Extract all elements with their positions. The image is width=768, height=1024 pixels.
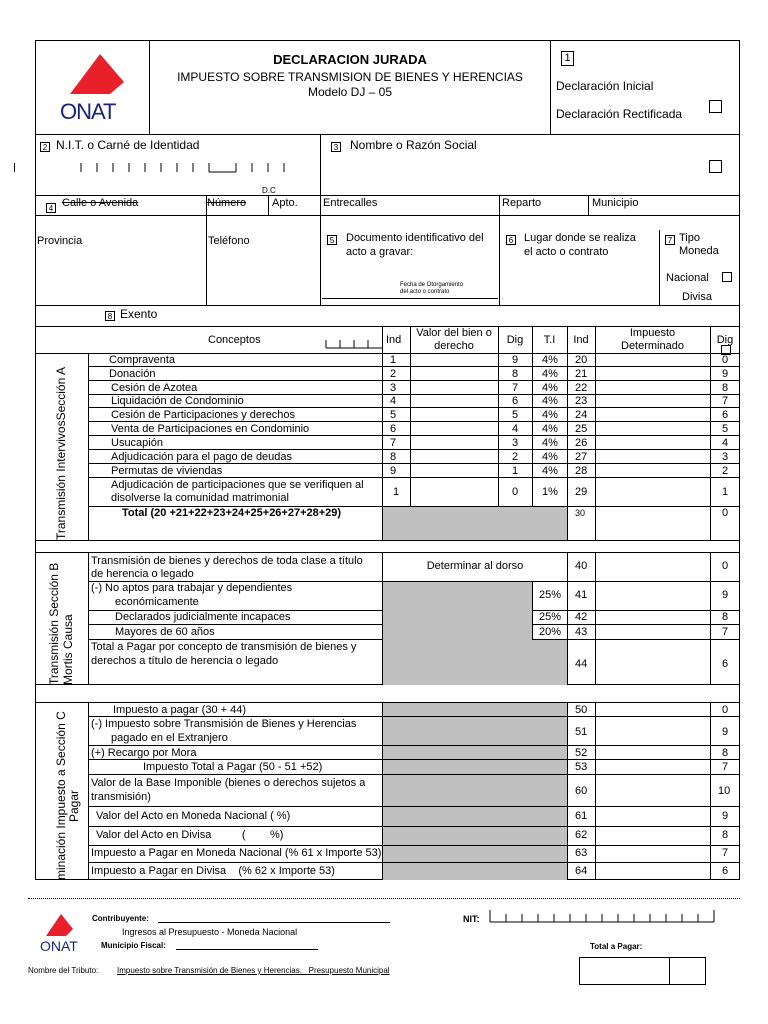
row-ind: 9 (390, 465, 397, 477)
table-row: Donación (109, 368, 156, 380)
c-row-ind: 51 (575, 726, 588, 738)
total-ind: 30 (575, 508, 586, 518)
row-dig: 9 (512, 354, 519, 366)
field-2-number: 2 (40, 142, 50, 152)
document-label-1: Documento identificativo del (346, 232, 484, 244)
row-dig: 6 (512, 395, 519, 407)
b-row-5-dig: 6 (722, 658, 729, 670)
currency-type-label-1: Tipo (679, 232, 700, 244)
c-row-dig: 0 (722, 704, 729, 716)
b-row-1a: Transmisión de bienes y derechos de toda clase a título (91, 555, 363, 567)
row-ind-2: 29 (575, 486, 588, 498)
header-dig: Dig (506, 334, 524, 346)
b-row-4-pct: 20% (539, 626, 562, 638)
b-row-1-ind: 40 (575, 560, 588, 572)
total-row: Total (20 +21+22+23+24+25+26+27+28+29) (122, 507, 342, 519)
row-dig-2: 4 (722, 437, 729, 449)
field-8-number: 8 (105, 311, 115, 321)
b-row-4-ind: 43 (575, 626, 588, 638)
c-row: Impuesto a Pagar en Divisa (% 62 x Importe 53) (91, 865, 335, 877)
row-ind: 1 (393, 486, 400, 498)
header-ind-2: Ind (573, 334, 589, 346)
ingresos-label: Ingresos al Presupuesto - Moneda Nacional (122, 927, 298, 937)
c-row-cont: pagado en el Extranjero (111, 732, 228, 744)
table-row: Venta de Participaciones en Condominio (111, 423, 310, 435)
row-dig: 5 (512, 409, 519, 421)
b-row-2-dig: 9 (722, 589, 729, 601)
row-dig: 7 (512, 382, 519, 394)
b-row-3-dig: 8 (722, 611, 729, 623)
field-4-number: 4 (46, 203, 56, 213)
c-row-ind: 64 (575, 865, 588, 877)
row-ind: 6 (390, 423, 397, 435)
row-ind-2: 26 (575, 437, 588, 449)
field-1-number: 1 (561, 51, 574, 66)
table-row: Cesión de Azotea (111, 382, 198, 394)
b-row-3-pct: 25% (539, 611, 562, 623)
section-b-gray (383, 582, 532, 685)
row-ind: 8 (390, 451, 397, 463)
b-row-1b: de herencia o legado (91, 568, 194, 580)
row-ind-2: 27 (575, 451, 588, 463)
form-title: DECLARACION JURADA (273, 52, 427, 67)
row-ind: 2 (390, 368, 397, 380)
row-ind: 7 (390, 437, 397, 449)
row-dig-2: 6 (722, 409, 729, 421)
total-to-pay-label: Total a Pagar: (590, 942, 643, 951)
table-row: Permutas de viviendas (111, 465, 223, 477)
tributo-label: Nombre del Tributo: (28, 966, 99, 975)
row-ti: 4% (542, 382, 558, 394)
header-conceptos: Conceptos (208, 334, 261, 346)
row-ind-2: 20 (575, 354, 588, 366)
header-valor-1: Valor del bien o (416, 327, 492, 339)
section-c-label-2: Pagar (67, 789, 81, 822)
divisa-label: Divisa (682, 291, 712, 303)
name-label: Nombre o Razón Social (350, 138, 477, 152)
contribuyente-label: Contribuyente: (92, 914, 149, 923)
c-row-dig: 8 (722, 829, 729, 841)
c-row: Valor del Acto en Moneda Nacional ( %) (96, 810, 291, 822)
row-ti: 4% (542, 395, 558, 407)
c-row-dig: 7 (722, 847, 729, 859)
b-row-2a: (-) No aptos para trabajar y dependientes (91, 582, 293, 594)
field-3-number: 3 (331, 142, 341, 152)
c-row-dig: 9 (722, 726, 729, 738)
phone-label: Teléfono (208, 235, 250, 247)
b-row-5a: Total a Pagar por concepto de transmisión de bienes y (91, 641, 357, 653)
onat-logo-text: ONAT (60, 99, 116, 124)
exento-label: Exento (120, 307, 158, 321)
header-dig-2: Dig (716, 334, 734, 346)
section-c-label: minación Impuesto a Sección C (54, 711, 68, 880)
reparto-label: Reparto (502, 197, 542, 209)
province-label: Provincia (37, 235, 83, 247)
municipio-fiscal-label: Municipio Fiscal: (101, 941, 166, 950)
table-row: Adjudicación de participaciones que se verifiquen al (111, 479, 364, 491)
place-label-2: el acto o contrato (524, 246, 609, 258)
row-dig: 2 (512, 451, 519, 463)
cut-line (28, 898, 740, 899)
c-row: Valor de la Base Imponible (bienes o derechos sujetos a (91, 777, 366, 789)
c-row: Valor del Acto en Divisa ( %) (96, 829, 284, 841)
national-currency-checkbox[interactable] (722, 272, 732, 282)
header-ti: T.I (543, 334, 556, 346)
b-row-3: Declarados judicialmente incapaces (115, 611, 291, 623)
row-ti: 4% (542, 423, 558, 435)
row-dig-2: 5 (722, 423, 729, 435)
street-label: Calle o Avenida (62, 197, 139, 209)
row-dig-2: 0 (722, 354, 729, 366)
row-ti: 4% (542, 409, 558, 421)
c-row-ind: 62 (575, 829, 588, 841)
header-impuesto-2: Determinado (621, 340, 684, 352)
row-dig: 4 (512, 423, 519, 435)
number-label: Número (207, 197, 247, 209)
row-ind-2: 22 (575, 382, 588, 394)
b-row-5-ind: 44 (575, 658, 588, 670)
b-row-1-determine: Determinar al dorso (426, 560, 524, 572)
total-dig: 0 (722, 507, 729, 519)
c-row-ind: 63 (575, 847, 588, 859)
section-b-gray-2 (532, 640, 567, 685)
row-dig: 3 (512, 437, 519, 449)
c-row-ind: 61 (575, 810, 588, 822)
row-ind: 3 (390, 382, 397, 394)
row-ind-2: 25 (575, 423, 588, 435)
c-row-cont: transmisión) (91, 791, 151, 803)
header-ind: Ind (386, 334, 402, 346)
table-row: Adjudicación para el pago de deudas (111, 451, 293, 463)
form-subtitle: IMPUESTO SOBRE TRANSMISION DE BIENES Y HERENCIAS (177, 70, 523, 84)
row-dig-2: 2 (722, 465, 729, 477)
footer-logo-text: ONAT (40, 938, 78, 954)
apt-label: Apto. (272, 197, 298, 209)
row-ti: 4% (542, 354, 558, 366)
total-gray-cell (383, 507, 567, 540)
row-dig: 1 (512, 465, 519, 477)
document-label-2: acto a gravar: (346, 246, 414, 258)
nit-digit-ticks[interactable] (70, 160, 290, 180)
row-dig-2: 1 (722, 486, 729, 498)
row-ind-2: 28 (575, 465, 588, 477)
currency-type-label-2: Moneda (679, 245, 719, 257)
section-c-gray (383, 703, 567, 880)
municipio-fiscal-line[interactable] (176, 949, 318, 950)
total-to-pay-box[interactable] (579, 957, 706, 985)
table-row: Compraventa (109, 354, 176, 366)
grant-date-label-2: del acto o contrato (400, 289, 450, 295)
table-row-cont: disolverse la comunidad matrimonial (111, 492, 289, 504)
row-ti: 1% (542, 486, 558, 498)
c-row-dig: 8 (722, 747, 729, 759)
name-checkbox[interactable] (709, 160, 722, 173)
b-row-1-dig: 0 (722, 560, 729, 572)
b-row-5b: derechos a título de herencia o legado (91, 655, 279, 667)
dc-label: D.C (262, 186, 276, 195)
c-row-ind: 60 (575, 785, 588, 797)
c-row-dig: 10 (718, 785, 731, 797)
row-ind: 4 (390, 395, 397, 407)
row-dig: 8 (512, 368, 519, 380)
footer-nit-label: NIT: (463, 914, 480, 924)
field-6-number: 6 (506, 235, 516, 245)
row-ind-2: 21 (575, 368, 588, 380)
field-7-number: 7 (665, 235, 675, 245)
row-ind-2: 24 (575, 409, 588, 421)
b-row-2-pct: 25% (539, 589, 562, 601)
table-row: Cesión de Participaciones y derechos (111, 409, 296, 421)
c-row: Impuesto a pagar (30 + 44) (113, 704, 246, 716)
b-row-4-dig: 7 (722, 626, 729, 638)
c-row: Impuesto Total a Pagar (50 - 51 +52) (143, 761, 323, 773)
c-row-dig: 7 (722, 761, 729, 773)
place-label-1: Lugar donde se realiza (524, 232, 636, 244)
row-ti: 4% (542, 465, 558, 477)
header-impuesto-1: Impuesto (629, 327, 676, 339)
c-row: Impuesto a Pagar en Moneda Nacional (% 61 x Importe 53) (91, 847, 382, 859)
c-row: (-) Impuesto sobre Transmisión de Bienes y Herencias (91, 718, 357, 730)
row-dig-2: 8 (722, 382, 729, 394)
form-model: Modelo DJ – 05 (307, 85, 393, 99)
national-currency-label: Nacional (666, 272, 709, 284)
row-dig-2: 7 (722, 395, 729, 407)
row-dig-2: 9 (722, 368, 729, 380)
between-streets-label: Entrecalles (323, 197, 378, 209)
table-row: Usucapión (111, 437, 163, 449)
nit-label: N.I.T. o Carné de Identidad (56, 138, 200, 152)
rectified-checkbox[interactable] (709, 100, 722, 113)
header-valor-2: derecho (434, 340, 474, 352)
row-ind-2: 23 (575, 395, 588, 407)
conceptos-ticks (325, 338, 383, 350)
rectified-declaration-label: Declaración Rectificada (556, 107, 683, 121)
c-row-ind: 50 (575, 704, 588, 716)
field-5-number: 5 (327, 235, 337, 245)
row-dig-2: 3 (722, 451, 729, 463)
b-row-4: Mayores de 60 años (115, 626, 215, 638)
section-b-label-2: Mortis Causa (61, 614, 75, 685)
c-row-dig: 6 (722, 865, 729, 877)
row-dig: 0 (512, 486, 519, 498)
tributo-name: Impuesto sobre Transmisión de Bienes y Herencias. Presupuesto Municipal (117, 966, 390, 975)
row-ti: 4% (542, 368, 558, 380)
row-ind: 5 (390, 409, 397, 421)
b-row-2-ind: 41 (575, 589, 588, 601)
contribuyente-line[interactable] (158, 922, 390, 923)
c-row: (+) Recargo por Mora (91, 747, 197, 759)
b-row-3-ind: 42 (575, 611, 588, 623)
c-row-ind: 53 (575, 761, 588, 773)
row-ti: 4% (542, 437, 558, 449)
c-row-dig: 9 (722, 810, 729, 822)
grant-date-label-1: Fecha de Otorgamiento (400, 282, 464, 288)
table-row: Liquidación de Condominio (111, 395, 244, 407)
c-row-ind: 52 (575, 747, 588, 759)
section-b-label: Transmisión Sección B (47, 562, 61, 685)
row-ti: 4% (542, 451, 558, 463)
section-a-label: Transmisión IntervivosSección A (54, 367, 68, 540)
b-row-2b: económicamente (115, 596, 199, 608)
row-ind: 1 (390, 354, 397, 366)
municipio-label: Municipio (592, 197, 639, 209)
footer-nit-ticks[interactable] (488, 908, 718, 926)
initial-declaration-label: Declaración Inicial (556, 79, 654, 93)
